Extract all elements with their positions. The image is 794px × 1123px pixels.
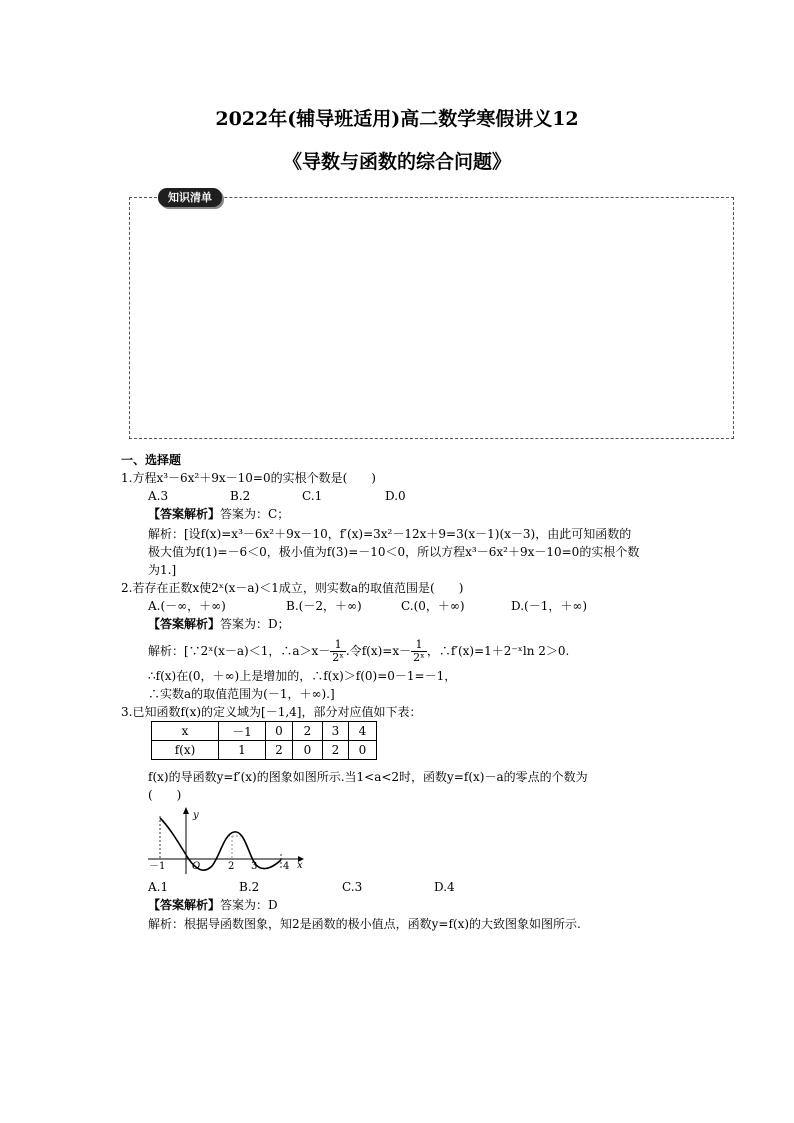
q2-answer-label: 【答案解析】 [148, 617, 221, 631]
q2-stem: 2.若存在正数x使2ˣ(x－a)＜1成立，则实数a的取值范围是( ) [121, 581, 464, 595]
q1-option-d: D.0 [385, 489, 406, 503]
x-axis-label: x [297, 860, 303, 871]
q2-exp1-b: .令f(x)=x－ [345, 644, 412, 658]
table-row [152, 722, 377, 741]
q2-fraction-1 [330, 639, 346, 664]
tick-label-3: 3 [251, 861, 258, 872]
knowledge-list-label: 知识清单 [158, 188, 222, 207]
q2-fraction-2-den: 2ˣ [413, 651, 425, 664]
q2-fraction-2 [411, 639, 427, 664]
table-cell: 1 [219, 741, 266, 760]
q2-option-b: B.(－2，＋∞) [286, 599, 362, 613]
q3-option-c: C.3 [342, 880, 363, 894]
table-cell: x [152, 722, 219, 741]
q3-option-a: A.1 [148, 880, 169, 894]
q1-explanation-3: 为1.] [148, 563, 177, 577]
tick-label-4: 4 [283, 861, 290, 872]
table-row [152, 741, 377, 760]
table-cell: 0 [266, 722, 293, 741]
q2-fraction-2-num: 1 [411, 639, 427, 652]
origin-label: O [192, 861, 201, 872]
q2-exp1-a: 解析：[∵2ˣ(x－a)＜1，∴a＞x－ [148, 644, 331, 658]
table-cell: 0 [293, 741, 323, 760]
q3-stem: 3.已知函数f(x)的定义域为[－1,4]，部分对应值如下表： [121, 705, 422, 719]
q1-explanation-1: 解析：[设f(x)=x³－6x²＋9x－10，f′(x)=3x²－12x＋9=3(x－1)(x－3)，由此可知函数的 [148, 527, 632, 541]
y-axis-arrow [183, 807, 189, 814]
q2-fraction-1-num: 1 [330, 639, 346, 652]
q2-option-d: D.(－1，＋∞) [511, 599, 588, 613]
q2-option-c: C.(0，＋∞) [401, 599, 465, 613]
q2-answer [148, 616, 290, 632]
q2-option-a: A.(－∞，＋∞) [148, 599, 226, 613]
q2-exp1-c: ，∴f′(x)=1＋2⁻ˣln 2＞0. [426, 644, 570, 658]
table-cell: 3 [323, 722, 349, 741]
table-cell: 2 [266, 741, 293, 760]
q1-answer-label: 【答案解析】 [148, 507, 221, 521]
document-subtitle: 《导数与函数的综合问题》 [282, 151, 511, 173]
table-cell: 2 [293, 722, 323, 741]
q3-value-table [151, 721, 377, 760]
table-cell: －1 [219, 722, 266, 741]
q1-explanation-2: 极大值为f(1)=－6＜0，极小值为f(3)=－10＜0，所以方程x³－6x²＋9x－10=0的实根个数 [148, 545, 640, 559]
q2-explanation-3: ∴实数a的取值范围为(－1，＋∞).] [148, 687, 335, 701]
q1-option-a: A.3 [148, 489, 169, 503]
q1-answer-text: 答案为：C； [220, 507, 290, 521]
tick-label-2: 2 [228, 861, 235, 872]
q1-stem: 1.方程x³－6x²＋9x－10=0的实根个数是( ) [121, 471, 376, 485]
knowledge-list-box [129, 197, 734, 439]
y-axis-label: y [193, 810, 199, 821]
q3-stem-2: f(x)的导函数y=f′(x)的图象如图所示.当1<a<2时，函数y=f(x)－a的零点的个数为 [148, 770, 588, 784]
table-cell: 4 [349, 722, 377, 741]
table-cell: 0 [349, 741, 377, 760]
tick-label-neg1: －1 [149, 861, 166, 872]
q1-answer [148, 506, 289, 522]
q1-option-c: C.1 [302, 489, 323, 503]
derivative-curve [160, 818, 281, 870]
q2-explanation-1 [148, 636, 569, 666]
q3-stem-3: ( ) [148, 788, 182, 802]
q1-option-b: B.2 [230, 489, 251, 503]
table-cell: 2 [323, 741, 349, 760]
q3-answer-label: 【答案解析】 [148, 898, 221, 912]
q2-fraction-1-den: 2ˣ [332, 651, 344, 664]
section-heading: 一、选择题 [121, 453, 182, 467]
q3-answer-text: 答案为：D [220, 898, 278, 912]
q3-answer [148, 897, 278, 913]
q3-option-b: B.2 [239, 880, 260, 894]
derivative-graph [146, 806, 306, 876]
q3-option-d: D.4 [434, 880, 455, 894]
document-title: 2022年(辅导班适用)高二数学寒假讲义12 [215, 108, 579, 130]
table-cell: f(x) [152, 741, 219, 760]
q2-answer-text: 答案为：D； [220, 617, 290, 631]
q2-explanation-2: ∴f(x)在(0，＋∞)上是增加的，∴f(x)＞f(0)=0－1=－1， [148, 669, 457, 683]
q3-explanation-1: 解析：根据导函数图象，知2是函数的极小值点，函数y=f(x)的大致图象如图所示. [148, 917, 581, 931]
